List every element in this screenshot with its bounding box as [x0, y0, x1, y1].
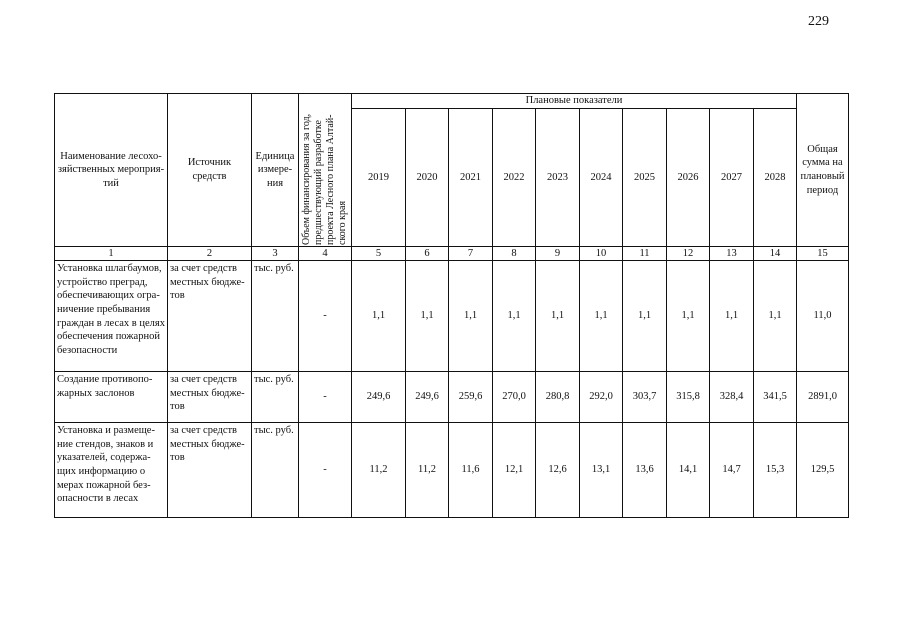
column-number: 10 — [580, 247, 623, 261]
total-value: 11,0 — [797, 261, 849, 372]
year-value: 1,1 — [667, 261, 710, 372]
header-year: 2019 — [352, 108, 406, 246]
year-value: 249,6 — [352, 372, 406, 423]
year-value: 1,1 — [536, 261, 580, 372]
header-year: 2023 — [536, 108, 580, 246]
page-number: 229 — [808, 14, 829, 29]
year-value: 270,0 — [493, 372, 536, 423]
year-value: 15,3 — [754, 423, 797, 518]
column-number: 5 — [352, 247, 406, 261]
year-value: 11,2 — [352, 423, 406, 518]
header-name: Наименование лесохо-зяйственных мероприя-тий — [55, 94, 168, 247]
table-row — [55, 261, 849, 372]
year-value: 259,6 — [449, 372, 493, 423]
column-number: 15 — [797, 247, 849, 261]
year-value: 12,1 — [493, 423, 536, 518]
year-value: 315,8 — [667, 372, 710, 423]
year-value: 249,6 — [406, 372, 449, 423]
header-source: Источник средств — [168, 94, 252, 247]
year-value: 1,1 — [754, 261, 797, 372]
year-value: 341,5 — [754, 372, 797, 423]
column-number: 6 — [406, 247, 449, 261]
year-value: 303,7 — [623, 372, 667, 423]
header-prev-volume — [299, 94, 352, 247]
prev-volume: - — [299, 423, 352, 518]
header-year: 2024 — [580, 108, 623, 246]
year-value: 292,0 — [580, 372, 623, 423]
column-number: 4 — [299, 247, 352, 261]
header-year: 2025 — [623, 108, 667, 246]
column-number: 11 — [623, 247, 667, 261]
year-value: 11,2 — [406, 423, 449, 518]
year-value: 13,1 — [580, 423, 623, 518]
forestry-plan-table — [54, 93, 849, 518]
funding-source: за счет средств местных бюдже-тов — [168, 423, 252, 518]
funding-source: за счет средств местных бюдже-тов — [168, 261, 252, 372]
total-value: 2891,0 — [797, 372, 849, 423]
year-value: 1,1 — [493, 261, 536, 372]
header-unit: Единица измере-ния — [252, 94, 299, 247]
activity-name: Установка и размеще-ние стендов, знаков и указателей, содержа-щих информацию о мерах пожарной без-опасности в лесах — [55, 423, 168, 518]
year-value: 328,4 — [710, 372, 754, 423]
year-value: 14,7 — [710, 423, 754, 518]
total-value: 129,5 — [797, 423, 849, 518]
header-total: Общая сумма на плановый период — [797, 94, 849, 247]
year-value: 14,1 — [667, 423, 710, 518]
activity-name: Установка шлагбаумов, устройство преград, обеспечивающих огра-ничение пребывания граждан в лесах в целях обеспечения пожарной безопасности — [55, 261, 168, 372]
header-prev-volume-text: Объем финансирования за год, предшествующий разработке проекта Лесного плана Алтай-ского края — [301, 113, 348, 245]
year-value: 1,1 — [710, 261, 754, 372]
header-year: 2028 — [754, 108, 797, 246]
year-value: 11,6 — [449, 423, 493, 518]
table-row — [55, 372, 849, 423]
column-number: 14 — [754, 247, 797, 261]
year-value: 1,1 — [580, 261, 623, 372]
column-number: 3 — [252, 247, 299, 261]
activity-name: Создание противопо-жарных заслонов — [55, 372, 168, 423]
year-value: 280,8 — [536, 372, 580, 423]
prev-volume: - — [299, 372, 352, 423]
table-row — [55, 423, 849, 518]
column-number: 2 — [168, 247, 252, 261]
column-number: 12 — [667, 247, 710, 261]
header-plan-group: Плановые показатели — [352, 94, 797, 109]
column-numbers-row — [55, 247, 849, 261]
year-value: 1,1 — [449, 261, 493, 372]
year-value: 1,1 — [623, 261, 667, 372]
header-year: 2021 — [449, 108, 493, 246]
column-number: 7 — [449, 247, 493, 261]
prev-volume: - — [299, 261, 352, 372]
header-year: 2020 — [406, 108, 449, 246]
year-value: 1,1 — [352, 261, 406, 372]
column-number: 8 — [493, 247, 536, 261]
column-number: 13 — [710, 247, 754, 261]
funding-source: за счет средств местных бюдже-тов — [168, 372, 252, 423]
header-year: 2027 — [710, 108, 754, 246]
header-year: 2026 — [667, 108, 710, 246]
column-number: 9 — [536, 247, 580, 261]
column-number: 1 — [55, 247, 168, 261]
year-value: 1,1 — [406, 261, 449, 372]
year-value: 12,6 — [536, 423, 580, 518]
unit: тыс. руб. — [252, 372, 299, 423]
year-value: 13,6 — [623, 423, 667, 518]
unit: тыс. руб. — [252, 261, 299, 372]
unit: тыс. руб. — [252, 423, 299, 518]
header-year: 2022 — [493, 108, 536, 246]
